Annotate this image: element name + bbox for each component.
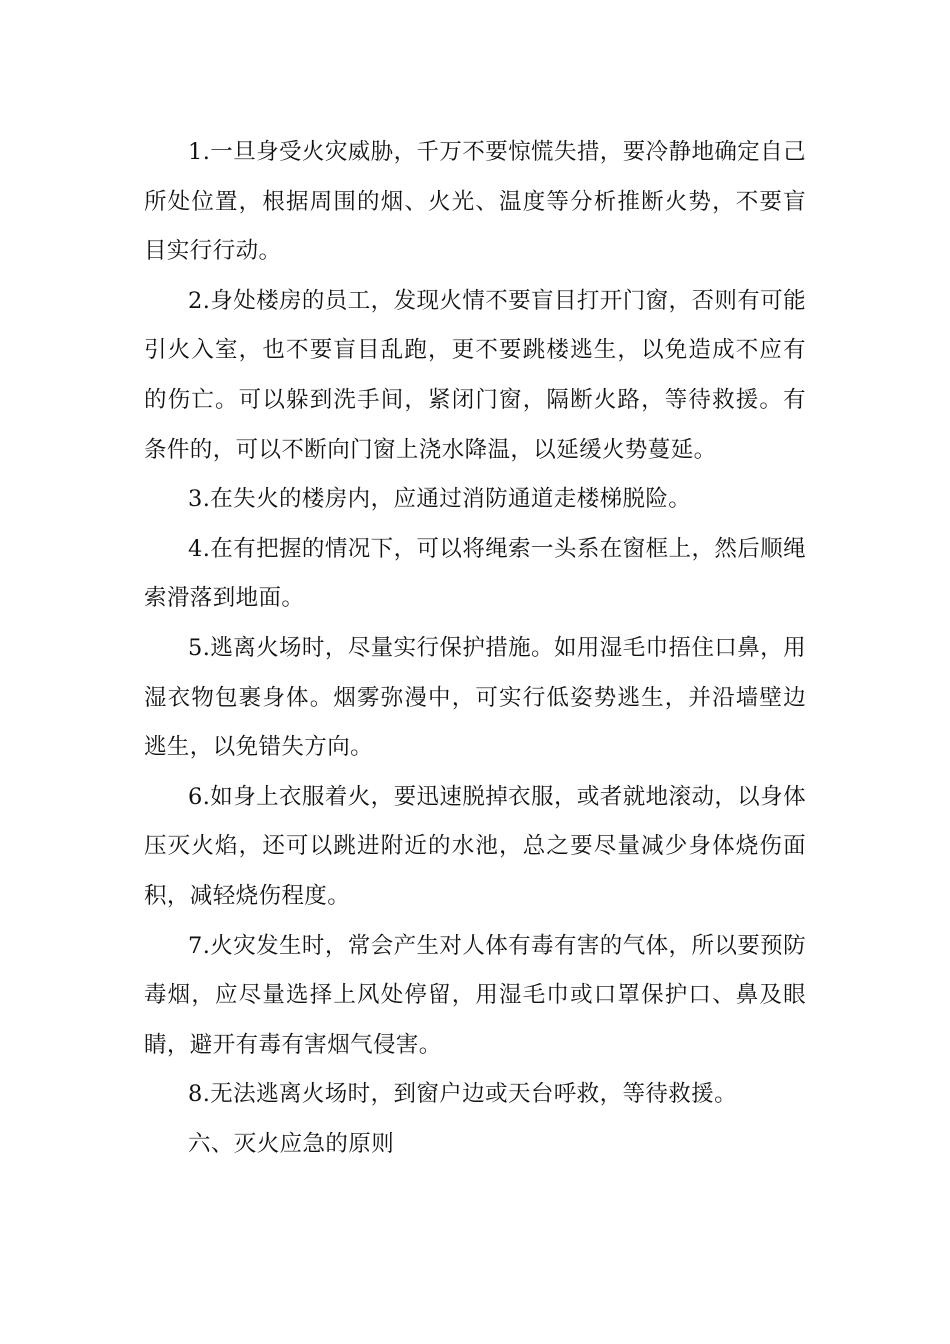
section-heading: 六、灭火应急的原则 bbox=[188, 1130, 395, 1157]
paragraph-item-4: 4.在有把握的情况下，可以将绳索一头系在窗框上，然后顺绳索滑落到地面。 bbox=[144, 535, 806, 612]
paragraph-item-7: 7.火灾发生时，常会产生对人体有毒有害的气体，所以要预防毒烟，应尽量选择上风处停留，用湿毛巾或口罩保护口、鼻及眼睛，避开有毒有害烟气侵害。 bbox=[144, 932, 806, 1058]
paragraph-item-2: 2.身处楼房的员工，发现火情不要盲目打开门窗，否则有可能引火入室，也不要盲目乱跑，更不要跳楼逃生，以免造成不应有的伤亡。可以躲到洗手间，紧闭门窗，隔断火路，等待救援。有条件的，可以不断向门窗上浇水降温，以延缓火势蔓延。 bbox=[144, 287, 806, 463]
paragraph-item-5: 5.逃离火场时，尽量实行保护措施。如用湿毛巾捂住口鼻，用湿衣物包裹身体。烟雾弥漫中，可实行低姿势逃生，并沿墙壁边逃生，以免错失方向。 bbox=[144, 634, 806, 761]
paragraph-item-8: 8.无法逃离火场时，到窗户边或天台呼救，等待救援。 bbox=[188, 1081, 737, 1108]
paragraph-item-1: 1.一旦身受火灾威胁，千万不要惊慌失措，要冷静地确定自己所处位置，根据周围的烟、火光、温度等分析推断火势，不要盲目实行行动。 bbox=[144, 139, 806, 265]
document-body bbox=[144, 128, 806, 1169]
paragraph-item-3: 3.在失火的楼房内，应通过消防通道走楼梯脱险。 bbox=[188, 486, 692, 513]
paragraph-item-6: 6.如身上衣服着火，要迅速脱掉衣服，或者就地滚动，以身体压灭火焰，还可以跳进附近的水池，总之要尽量减少身体烧伤面积，减轻烧伤程度。 bbox=[144, 783, 806, 909]
